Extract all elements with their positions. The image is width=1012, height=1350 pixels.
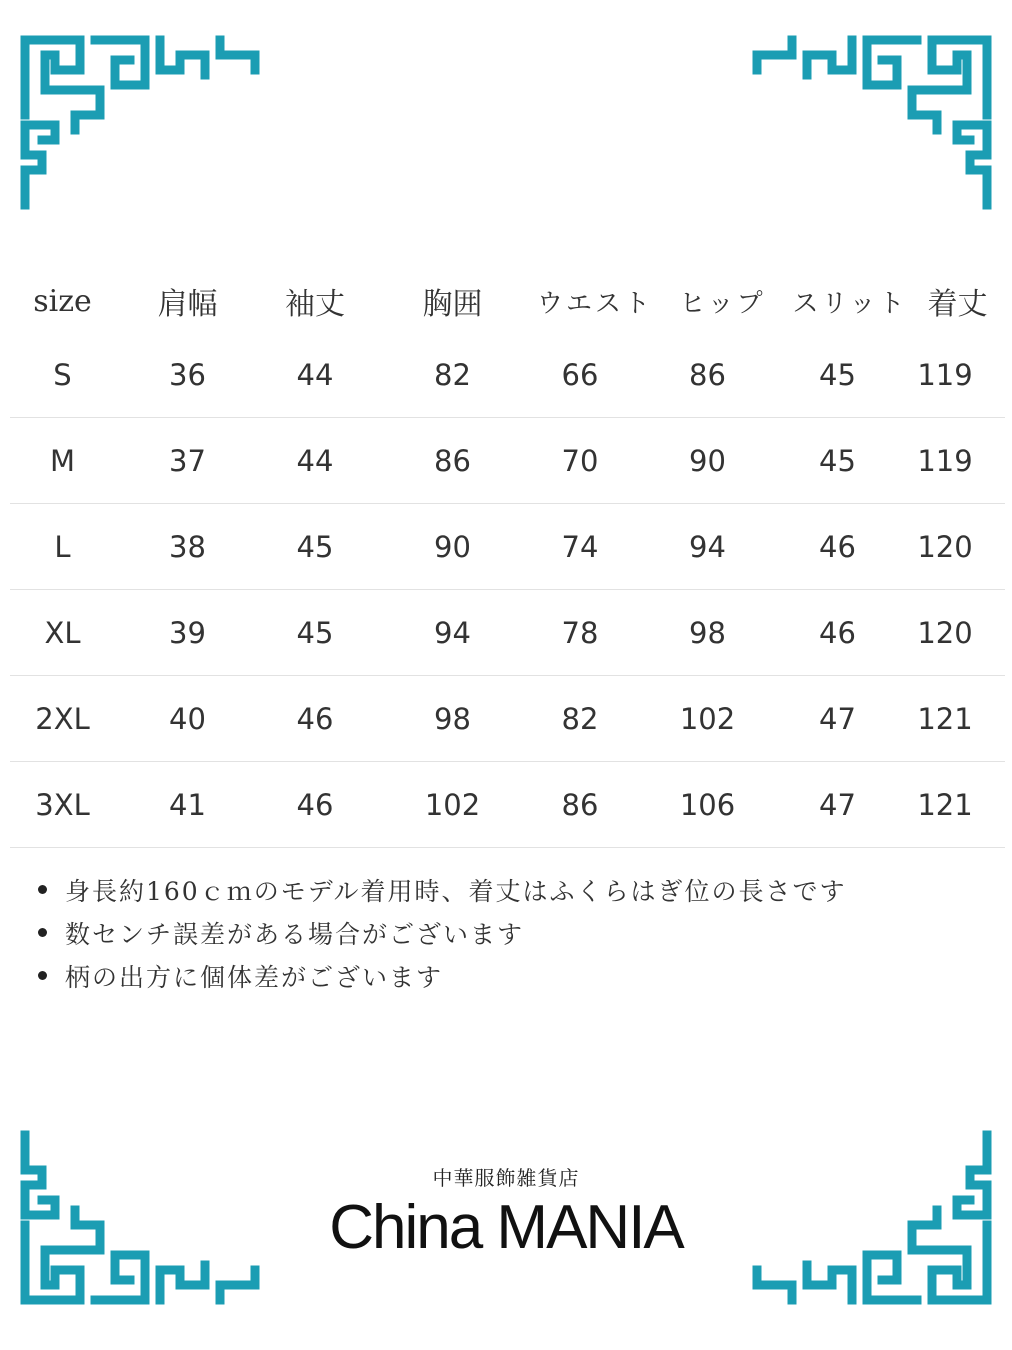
table-cell: 45	[296, 529, 334, 564]
table-cell: 47	[819, 787, 856, 822]
table-cell: 90	[434, 529, 471, 564]
header-sleeve: 袖丈	[285, 287, 345, 322]
table-cell: S	[53, 357, 72, 392]
table-cell: 38	[169, 529, 206, 564]
table-row	[10, 762, 1005, 848]
list-item	[38, 911, 846, 954]
table-cell: 45	[819, 443, 856, 478]
header-shoulder: 肩幅	[157, 287, 218, 322]
table-cell: L	[54, 529, 71, 564]
table-cell: 44	[296, 357, 334, 392]
table-cell: 45	[296, 615, 334, 650]
table-cell: 86	[689, 357, 726, 392]
table-cell: 46	[296, 701, 334, 736]
table-cell: 102	[679, 701, 736, 736]
table-cell: 119	[917, 357, 973, 392]
table-cell: 120	[917, 615, 973, 650]
corner-ornament-bottom-left	[20, 1130, 260, 1310]
table-cell: 70	[561, 443, 599, 478]
header-waist: ウエスト	[536, 288, 653, 319]
corner-ornament-top-left	[20, 30, 260, 210]
table-row	[10, 676, 1005, 762]
table-cell: 41	[169, 787, 206, 822]
table-cell: 46	[819, 529, 856, 564]
table-cell: 86	[434, 443, 471, 478]
table-cell: 74	[561, 529, 599, 564]
table-cell: 46	[296, 787, 334, 822]
table-cell: 82	[561, 701, 599, 736]
header-hip: ヒップ	[679, 288, 766, 319]
header-bust: 胸囲	[422, 287, 483, 322]
table-cell: 82	[434, 357, 471, 392]
table-cell: XL	[44, 615, 81, 650]
table-cell: 98	[434, 701, 471, 736]
table-cell: 121	[917, 701, 973, 736]
table-cell: 78	[561, 615, 599, 650]
table-cell: 66	[561, 357, 599, 392]
brand-subtitle: 中華服飾雑貨店	[432, 1166, 580, 1190]
table-row	[10, 590, 1005, 676]
table-cell: 94	[434, 615, 471, 650]
table-row	[10, 332, 1005, 418]
table-cell: 37	[169, 443, 206, 478]
table-cell: 102	[424, 787, 481, 822]
brand-name: China MANIA	[329, 1193, 683, 1262]
brand-logo	[306, 1162, 706, 1262]
table-cell: 121	[917, 787, 973, 822]
table-cell: 2XL	[35, 701, 90, 736]
table-cell: 90	[689, 443, 726, 478]
header-size: size	[33, 283, 92, 319]
table-cell: 86	[561, 787, 599, 822]
table-header-row	[10, 270, 1005, 332]
header-slit: スリット	[792, 288, 908, 319]
table-cell: 44	[296, 443, 334, 478]
table-row	[10, 504, 1005, 590]
list-item	[38, 868, 846, 911]
bullet-icon	[38, 928, 47, 937]
note-text: 数センチ誤差がある場合がございます	[65, 919, 525, 949]
size-chart-table	[10, 270, 1005, 848]
table-cell: 45	[819, 357, 856, 392]
header-length: 着丈	[927, 287, 988, 322]
table-cell: 3XL	[35, 787, 90, 822]
bullet-icon	[38, 971, 47, 980]
table-cell: 47	[819, 701, 856, 736]
corner-ornament-top-right	[752, 30, 992, 210]
bullet-icon	[38, 885, 47, 894]
table-cell: M	[49, 443, 76, 478]
table-cell: 119	[917, 443, 973, 478]
chinese-fret-corner-icon	[20, 30, 260, 210]
note-text: 身長約160ｃｍのモデル着用時、着丈はふくらはぎ位の長さです	[65, 876, 847, 906]
table-cell: 106	[679, 787, 736, 822]
table-cell: 120	[917, 529, 973, 564]
chinese-fret-corner-icon	[20, 1130, 260, 1310]
list-item	[38, 954, 846, 997]
notes-list	[38, 868, 846, 997]
chinese-fret-corner-icon	[752, 1130, 992, 1310]
table-cell: 46	[819, 615, 856, 650]
table-cell: 40	[169, 701, 206, 736]
table-cell: 36	[169, 357, 206, 392]
chinese-fret-corner-icon	[752, 30, 992, 210]
table-cell: 94	[689, 529, 726, 564]
note-text: 柄の出方に個体差がございます	[65, 962, 444, 992]
table-cell: 98	[689, 615, 726, 650]
table-row	[10, 418, 1005, 504]
table-cell: 39	[169, 615, 206, 650]
corner-ornament-bottom-right	[752, 1130, 992, 1310]
